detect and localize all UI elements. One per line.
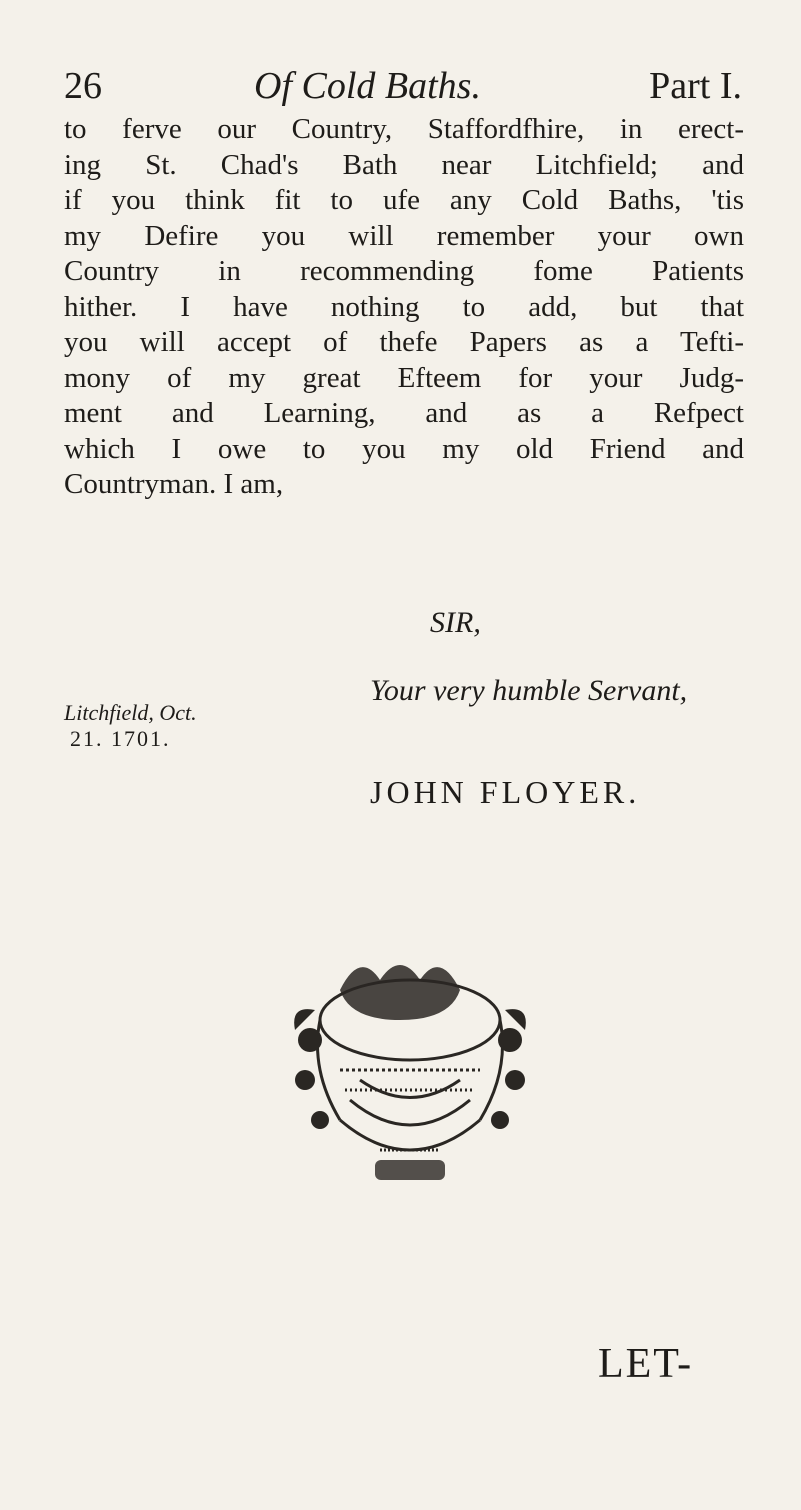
signature: JOHN FLOYER. bbox=[370, 774, 641, 810]
text-line: which I owe to you my old Friend and bbox=[64, 432, 744, 465]
page-header bbox=[64, 64, 742, 114]
text-line: hither. I have nothing to add, but that bbox=[64, 290, 744, 323]
page-number: 26 bbox=[64, 65, 102, 107]
text-line: you will accept of thefe Papers as a Tefti- bbox=[64, 326, 744, 358]
text-line: if you think fit to ufe any Cold Baths, 'tis bbox=[64, 184, 744, 216]
text-line: ing St. Chad's Bath near Litchfield; and bbox=[64, 148, 744, 181]
flower-basket-ornament-icon bbox=[280, 950, 540, 1200]
text-line: to ferve our Country, Staffordfhire, in erect- bbox=[64, 113, 744, 145]
letter-date: 21. 1701. bbox=[70, 726, 171, 751]
text-line: Countryman. I am, bbox=[64, 468, 284, 500]
part-label: Part I. bbox=[649, 65, 742, 107]
salutation: SIR, bbox=[430, 606, 481, 639]
running-title: Of Cold Baths. bbox=[254, 65, 481, 107]
text-line: ment and Learning, and as a Refpect bbox=[64, 397, 744, 429]
text-line: mony of my great Efteem for your Judg- bbox=[64, 361, 744, 394]
letter-place: Litchfield, Oct. bbox=[64, 700, 197, 725]
catchword: LET- bbox=[598, 1341, 694, 1387]
body-paragraph bbox=[64, 112, 744, 503]
text-line: Country in recommending fome Patients bbox=[64, 255, 744, 287]
text-line: my Defire you will remember your own bbox=[64, 219, 744, 252]
closing-line: Your very humble Servant, bbox=[370, 674, 688, 707]
